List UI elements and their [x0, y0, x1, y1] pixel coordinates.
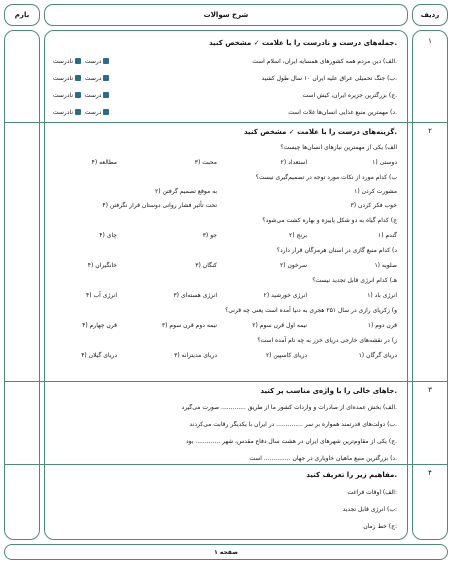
- q2-title: گزینه‌های درست را با علامت ✓ مشخص کنید.: [244, 128, 397, 136]
- q2-question: الف) یکی از مهمترین نیازهای انسان‌ها چیست؟: [280, 144, 397, 151]
- option[interactable]: ۳) کنگان: [195, 262, 217, 269]
- table-header: [4, 4, 448, 26]
- option[interactable]: ۲) استعداد: [280, 159, 307, 166]
- option[interactable]: ۴) دریای گیلان: [81, 352, 117, 359]
- q2-question: ج) کدام گیاه به دو شکل پاییزه و بهاره کشت می‌شود؟: [262, 217, 397, 224]
- exam-page: [4, 4, 448, 560]
- q2-question: ز) در نقشه‌های خارجی دریای خزر به چه نام آمده است؟: [257, 337, 397, 344]
- checkbox-icon[interactable]: [103, 92, 109, 98]
- checkbox-icon[interactable]: [75, 92, 81, 98]
- checkbox-icon[interactable]: [75, 109, 81, 115]
- true-false-choice: درست نادرست: [53, 109, 111, 116]
- option[interactable]: ۲) دریای کاسپین: [265, 352, 307, 359]
- option[interactable]: ۱) انرژی باد: [367, 292, 397, 299]
- q1-item: ب) جنگ تحمیلی عراق علیه ایران ۱۰ سال طول کشید.: [261, 75, 397, 82]
- q3-item: د) بزرگترین منبع ماهیان خاویاری در جهان .............. است.: [249, 455, 397, 462]
- q1-item: د) مهمترین منبع غذایی انسان‌ها غلات است.: [288, 109, 397, 116]
- q2-question: ب) کدام مورد از نکات مورد توجه در تصمیم‌گیری نیست؟: [255, 174, 397, 181]
- question-number: ۴: [428, 469, 432, 477]
- questions-column: [44, 30, 408, 540]
- question-number: ۲: [428, 127, 432, 135]
- option[interactable]: ۴) تحت تأثیر فشار روانی دوستان قرار نگرفتن: [102, 202, 217, 209]
- option[interactable]: ۱) دوستی: [372, 159, 397, 166]
- option[interactable]: ۱) گندم: [377, 232, 397, 239]
- option[interactable]: ۳) محبت: [194, 159, 217, 166]
- option[interactable]: ۲) سرخون: [279, 262, 307, 269]
- header-row-cell: ردیف: [412, 4, 448, 26]
- checkbox-icon[interactable]: [103, 109, 109, 115]
- q3-item: الف) بخش عمده‌ای از صادرات و واردات کشور ما از طریق ............. صورت می‌گیرد.: [181, 404, 397, 411]
- checkbox-icon[interactable]: [75, 75, 81, 81]
- q2-question: د) کدام منبع گازی در استان هرمزگان قرار دارد؟: [276, 247, 397, 254]
- option[interactable]: ۳) انرژی هسته‌ای: [173, 292, 217, 299]
- true-false-choice: درست نادرست: [53, 75, 111, 82]
- question-number: ۱: [428, 37, 432, 45]
- option[interactable]: ۳) جو: [202, 232, 217, 239]
- option[interactable]: ۲) برنج: [288, 232, 307, 239]
- true-false-choice: درست نادرست: [53, 92, 111, 99]
- option[interactable]: ۴) چای: [99, 232, 117, 239]
- checkbox-icon[interactable]: [103, 58, 109, 64]
- q4-item: ب) انرژی قابل تجدید:: [342, 506, 397, 513]
- q4-title: مفاهیم زیر را تعریف کنید.: [306, 471, 397, 479]
- header-title-cell: شرح سوالات: [44, 4, 408, 26]
- option[interactable]: ۳) نیمه دوم قرن سوم: [161, 322, 217, 329]
- q4-item: ج) خط زمان:: [363, 523, 397, 530]
- q2-question: و) زکریای رازی در سال ۲۵۱ هجری به دنیا آمده است یعنی چه قرنی؟: [225, 307, 397, 314]
- checkbox-icon[interactable]: [103, 75, 109, 81]
- q3-title: جاهای خالی را با واژه‌ی مناسب پر کنید.: [260, 387, 397, 395]
- q1-item: الف) دین مردم همه کشورهای همسایه ایران، اسلام است.: [252, 58, 397, 65]
- q1-item: ج) بزرگترین جزیره ایران، کیش است.: [302, 92, 397, 99]
- checkbox-icon[interactable]: [75, 58, 81, 64]
- true-false-choice: درست نادرست: [53, 58, 111, 65]
- option[interactable]: ۴) انرژی آب: [86, 292, 117, 299]
- option[interactable]: ۱) مشورت کردن: [354, 188, 397, 195]
- option[interactable]: ۲) نیمه اول قرن سوم: [252, 322, 307, 329]
- header-score-cell: بارم: [4, 4, 40, 26]
- page-footer: صفحه ۱: [4, 544, 448, 560]
- option[interactable]: ۴) خانگیران: [87, 262, 117, 269]
- question-number: ۳: [428, 386, 432, 394]
- q4-item: الف) اوقات فراغت:: [347, 489, 397, 496]
- q3-item: ج) یکی از مقاوم‌ترین شهرهای ایران در هشت سال دفاع مقدس، شهر ............. بود.: [185, 438, 397, 445]
- q1-title: جمله‌های درست و نادرست را با علامت ✓ مشخص کنید.: [208, 39, 397, 47]
- option[interactable]: ۱) دریای گرگان: [358, 352, 397, 359]
- option[interactable]: ۳) خوب فکر کردن: [350, 202, 397, 209]
- option[interactable]: ۴) مطالعه: [91, 159, 117, 166]
- option[interactable]: ۴) قرن چهارم: [82, 322, 117, 329]
- q3-item: ب) دولت‌های قدرتمند همواره بر سر .............. در ایران با یکدیگر رقابت می‌کردند.: [189, 421, 397, 428]
- option[interactable]: ۲) انرژی خورشید: [263, 292, 307, 299]
- option[interactable]: ۲) به موقع تصمیم گرفتن: [154, 188, 217, 195]
- option[interactable]: ۳) دریای مدیترانه: [174, 352, 217, 359]
- option[interactable]: ۱) قرن دوم: [367, 322, 397, 329]
- option[interactable]: ۱) صلویه: [374, 262, 397, 269]
- q2-question: هـ) کدام انرژی قابل تجدید نیست؟: [312, 277, 397, 284]
